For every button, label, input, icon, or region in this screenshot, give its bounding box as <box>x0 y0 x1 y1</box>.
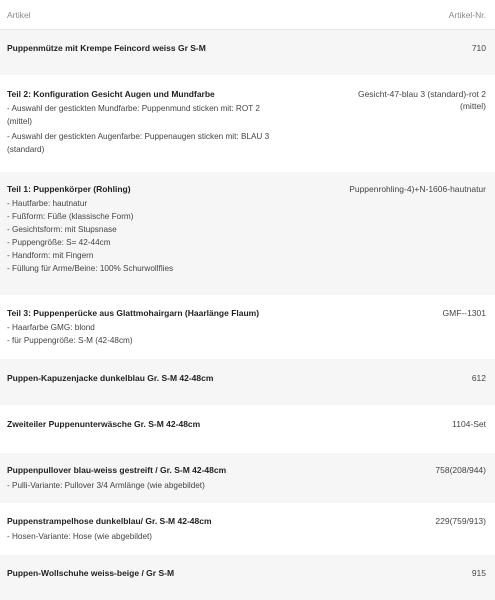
item-option: - Füllung für Arme/Beine: 100% Schurwollflies <box>7 264 174 273</box>
item-number: 710 <box>471 43 486 53</box>
header-article-number: Artikel-Nr. <box>448 9 486 20</box>
item-option: - Fußform: Füße (klassische Form) <box>7 212 134 221</box>
item-number: Gesicht-47-blau 3 (standard)-rot 2 (mittel) <box>357 89 486 111</box>
item-option: - Gesichtsform: mit Stupsnase <box>7 225 117 234</box>
item-name: Puppenmütze mit Krempe Feincord weiss Gr S-M <box>7 43 206 53</box>
header-article: Artikel <box>7 9 31 20</box>
item-name: Puppen-Kapuzenjacke dunkelblau Gr. S-M 42-48cm <box>7 373 214 383</box>
item-number: 758(208/944) <box>435 465 486 475</box>
item-name: Teil 1: Puppenkörper (Rohling) <box>7 184 131 194</box>
item-name: Teil 2: Konfiguration Gesicht Augen und Mundfarbe <box>7 89 215 99</box>
item-option: - Pulli-Variante: Pullover 3/4 Armlänge (wie abgebildet) <box>7 481 205 490</box>
item-name: Puppenstrampelhose dunkelblau/ Gr. S-M 42-48cm <box>7 516 212 526</box>
table-row <box>0 555 495 600</box>
table-row <box>0 453 495 503</box>
table-row <box>0 75 495 172</box>
table-row <box>0 359 495 405</box>
item-option: - Hautfarbe: hautnatur <box>7 199 88 208</box>
item-option: - Auswahl der gestickten Mundfarbe: Puppenmund sticken mit: ROT 2 (mittel) <box>7 104 260 126</box>
table-row <box>0 503 495 555</box>
table-row <box>0 405 495 453</box>
item-option: - für Puppengröße: S-M (42-48cm) <box>7 336 133 345</box>
item-name: Puppenpullover blau-weiss gestreift / Gr. S-M 42-48cm <box>7 465 227 475</box>
item-name: Puppen-Wollschuhe weiss-beige / Gr S-M <box>7 568 175 578</box>
table-row <box>0 295 495 359</box>
item-option: - Handform: mit Fingern <box>7 251 94 260</box>
item-option: - Haarfarbe GMG: blond <box>7 323 95 332</box>
item-name: Teil 3: Puppenperücke aus Glattmohairgarn (Haarlänge Flaum) <box>7 308 260 318</box>
item-number: GMF--1301 <box>442 308 486 318</box>
item-name: Zweiteiler Puppenunterwäsche Gr. S-M 42-48cm <box>7 419 201 429</box>
item-number: 915 <box>471 568 486 578</box>
item-number: 229(759/913) <box>435 516 486 526</box>
item-option: - Auswahl der gestickten Augenfarbe: Puppenaugen sticken mit: BLAU 3 (standard) <box>7 132 270 154</box>
item-number: 612 <box>471 373 486 383</box>
item-option: - Hosen-Variante: Hose (wie abgebildet) <box>7 532 153 541</box>
table-row <box>0 30 495 75</box>
item-number: 1104-Set <box>452 419 486 429</box>
table-row <box>0 172 495 295</box>
item-option: - Puppengröße: S= 42-44cm <box>7 238 111 247</box>
item-number: Puppenrohling-4)+N-1606-hautnatur <box>349 184 486 194</box>
table-header <box>0 0 495 30</box>
